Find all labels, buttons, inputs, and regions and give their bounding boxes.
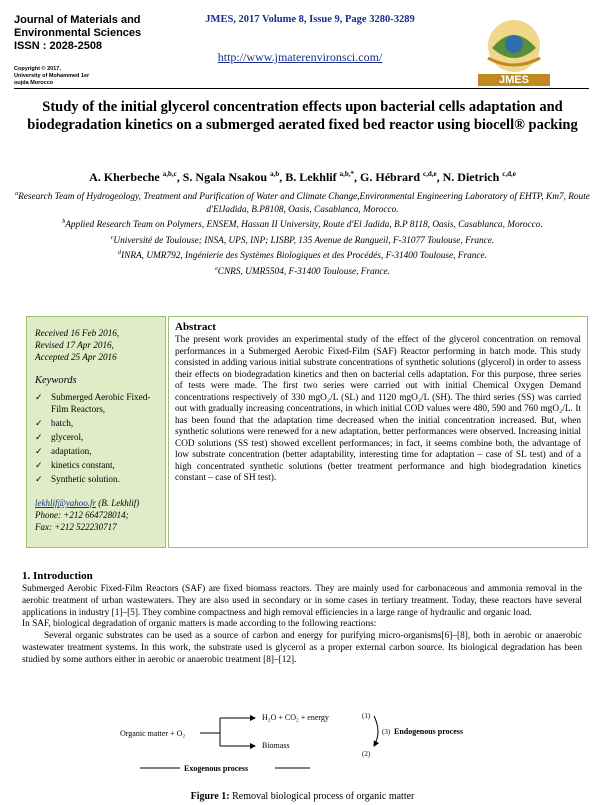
revised-date: Revised 17 Apr 2016,: [35, 340, 114, 350]
email-link[interactable]: lekhlif@yahoo.fr: [35, 498, 97, 508]
intro-body: [22, 584, 582, 667]
keyword-item: ✓ kinetics constant,: [35, 460, 115, 470]
keywords-heading: Keywords: [35, 375, 77, 386]
article-dates: [35, 327, 157, 363]
copyright: [14, 66, 154, 87]
product-label: Biomass: [262, 741, 290, 750]
author-list: A. Kherbeche $^{a,b,c}$, S. Ngala Nsakou $^{a,b}$, B. Lekhlif $^{a,b,*}$, G. Hébrard $^{c,d,e}$, N. Dietrich $^{c,d,e}$: [89, 170, 516, 184]
endogenous-label: Endogenous process: [394, 727, 463, 736]
check-icon: ✓: [35, 446, 43, 456]
journal-name: [14, 14, 194, 53]
paper-title: Study of the initial glycerol concentration effects upon bacterial cells adaptation and biodegradation kinetics on a submerged aerated fixed bed reactor using biocell® packing: [27, 99, 578, 133]
abstract-heading: Abstract: [175, 321, 216, 333]
keyword-item: ✓ Synthetic solution.: [35, 474, 120, 484]
reaction-marker: (1): [362, 712, 371, 720]
exogenous-label: Exogenous process: [184, 764, 249, 773]
keyword-item: ✓ adaptation,: [35, 446, 92, 456]
logo-text: JMES: [478, 74, 550, 86]
check-icon: ✓: [35, 474, 43, 484]
journal-url-link[interactable]: http://www.jmaterenvironsci.com/: [217, 50, 383, 64]
check-icon: ✓: [35, 392, 43, 402]
reaction-marker: (3): [382, 728, 391, 736]
author: A. Kherbeche $^{a,b,c}$: [89, 170, 177, 184]
abstract-box: [168, 316, 588, 548]
check-icon: ✓: [35, 432, 43, 442]
copyright-line: University of Mohammed 1er: [14, 73, 90, 79]
affiliations: [14, 188, 591, 278]
keyword-item: ✓ glycerol,: [35, 432, 84, 442]
check-icon: ✓: [35, 460, 43, 470]
reaction-marker: (2): [362, 750, 371, 758]
author: B. Lekhlif $^{a,b,*}$: [285, 170, 355, 184]
keyword-item: ✓ Submerged Aerobic Fixed-Film Reactors,: [35, 392, 151, 414]
abstract-text: The present work provides an experimental study of the effect of the glycerol concentration on removal performances in a Submerged Aerobic Fixed-Film (SAF) Reactor performing in batch mode. This study consisted in adding various initial substrate concentrations of synthetic solutions (glycerol) in order to assess their effects on biodegradation kinetics and then on bacterial cells adaptation. For this purpose, three series of tests were made. The first two series were carried out with initial Chemical Oxygen Demand concentrations respectively of 330 mgO₂/L (SL) and 1120 mgO₂/L (SH). The third series (SS) was carried out with gradually increasing concentrations, in which initial COD values were 480, 590 and 760 mgO₂/L. It has been found that the adaptation time decreased when the initial concentration increased. But, when synthetic solutions were renewed for a new adaptation, better performances were observed. Increasing initial COD solutions (SS test) showed excellent performances; in fact, it seems combine both, the advantage of low substrate concentration (better adaptability, interesting time for adaptation – case of SL test) and of a high concentrated synthetic solutions (better treatment performance and high biodegradation kinetics constant – case of SH test).: [175, 335, 581, 483]
paragraph: In SAF, biological degradation of organic matters is made according to the following reactions:: [22, 619, 377, 630]
author: S. Ngala Nsakou $^{a,b}$: [182, 170, 280, 184]
section-heading: 1. Introduction: [22, 570, 93, 582]
fax: Fax: +212 522230717: [35, 522, 117, 532]
citation: JMES, 2017 Volume 8, Issue 9, Page 3280-3289: [205, 14, 415, 25]
cycle-arrow: [374, 716, 378, 746]
article-info-box: [26, 316, 166, 548]
accepted-date: Accepted 25 Apr 2016: [35, 352, 117, 362]
journal-line: Environmental Sciences: [14, 27, 142, 39]
keyword-list: [35, 391, 157, 485]
process-diagram: [120, 706, 500, 776]
affiliation: $^e$CNRS, UMR5504, F-31400 Toulouse, France.: [215, 265, 390, 277]
contact-info: [35, 497, 157, 533]
email-line: lekhlif@yahoo.fr (B. Lekhlif): [35, 498, 140, 508]
copyright-line: oujda Morocco: [14, 80, 54, 86]
logo-emblem-icon: [478, 18, 550, 74]
keyword-item: ✓ batch,: [35, 418, 74, 428]
author: G. Hébrard $^{c,d,e}$: [360, 170, 437, 184]
affiliation: $^c$Université de Toulouse; INSA, UPS, INP; LISBP, 135 Avenue de Rangueil, F-31077 Toulouse, France.: [110, 234, 495, 246]
affiliation: $^a$Research Team of Hydrogeology, Treatment and Purification of Water and Climate Change,Environmental Engineering Laboratory of EHTP, Km7, Route d'ElJadida, B.P8108, Oasis, Casablanca, Morocco.: [15, 191, 590, 215]
received-date: Received 16 Feb 2016,: [35, 328, 120, 338]
figure-caption: Figure 1: Removal biological process of organic matter: [190, 791, 415, 802]
journal-line: Journal of Materials and: [14, 14, 141, 26]
affiliation: $^b$Applied Research Team on Polymers, ENSEM, Hassan II University, Route d'El Jadida, B.P 8118, Oasis, Casablanca, Morocco.: [62, 219, 543, 231]
paragraph: Several organic substrates can be used as a source of carbon and energy for purifying micro-organisms[6]–[8], both in aerobic or anaerobic wastewater treatment systems. In this work, the substrate used is glycerol as a proper external carbon source. Its biological degradation has been studied by some authors either in aerobic or anaerobic treatment [8]–[12].: [22, 631, 582, 665]
journal-logo: [478, 18, 550, 86]
copyright-line: Copyright © 2017,: [14, 66, 61, 72]
product-label: H₂O + CO₂ + energy: [262, 713, 329, 722]
phone: Phone: +212 664728014;: [35, 510, 129, 520]
header-divider: [14, 88, 589, 89]
input-label: Organic matter + O₂: [120, 729, 186, 738]
issn: ISSN : 2028-2508: [14, 40, 103, 52]
paragraph: Submerged Aerobic Fixed-Film Reactors (SAF) are fixed biomass reactors. They are mainly used for carbonaceous and ammonia removal in the aerobic treatment of urban wastewaters. They are also used in secondary or in some cases in tertiary treatment. Today, these reactors have several applications in industry [1]–[5]. They combine compactness and high removal efficiencies in a large range of hydraulic and organic load.: [22, 584, 582, 618]
check-icon: ✓: [35, 418, 43, 428]
author: N. Dietrich $^{c,d,e}$: [442, 170, 516, 184]
affiliation: $^d$INRA, UMR792, Ingénierie des Systèmes Biologiques et des Procédés, F-31400 Toulouse, France.: [118, 250, 487, 262]
